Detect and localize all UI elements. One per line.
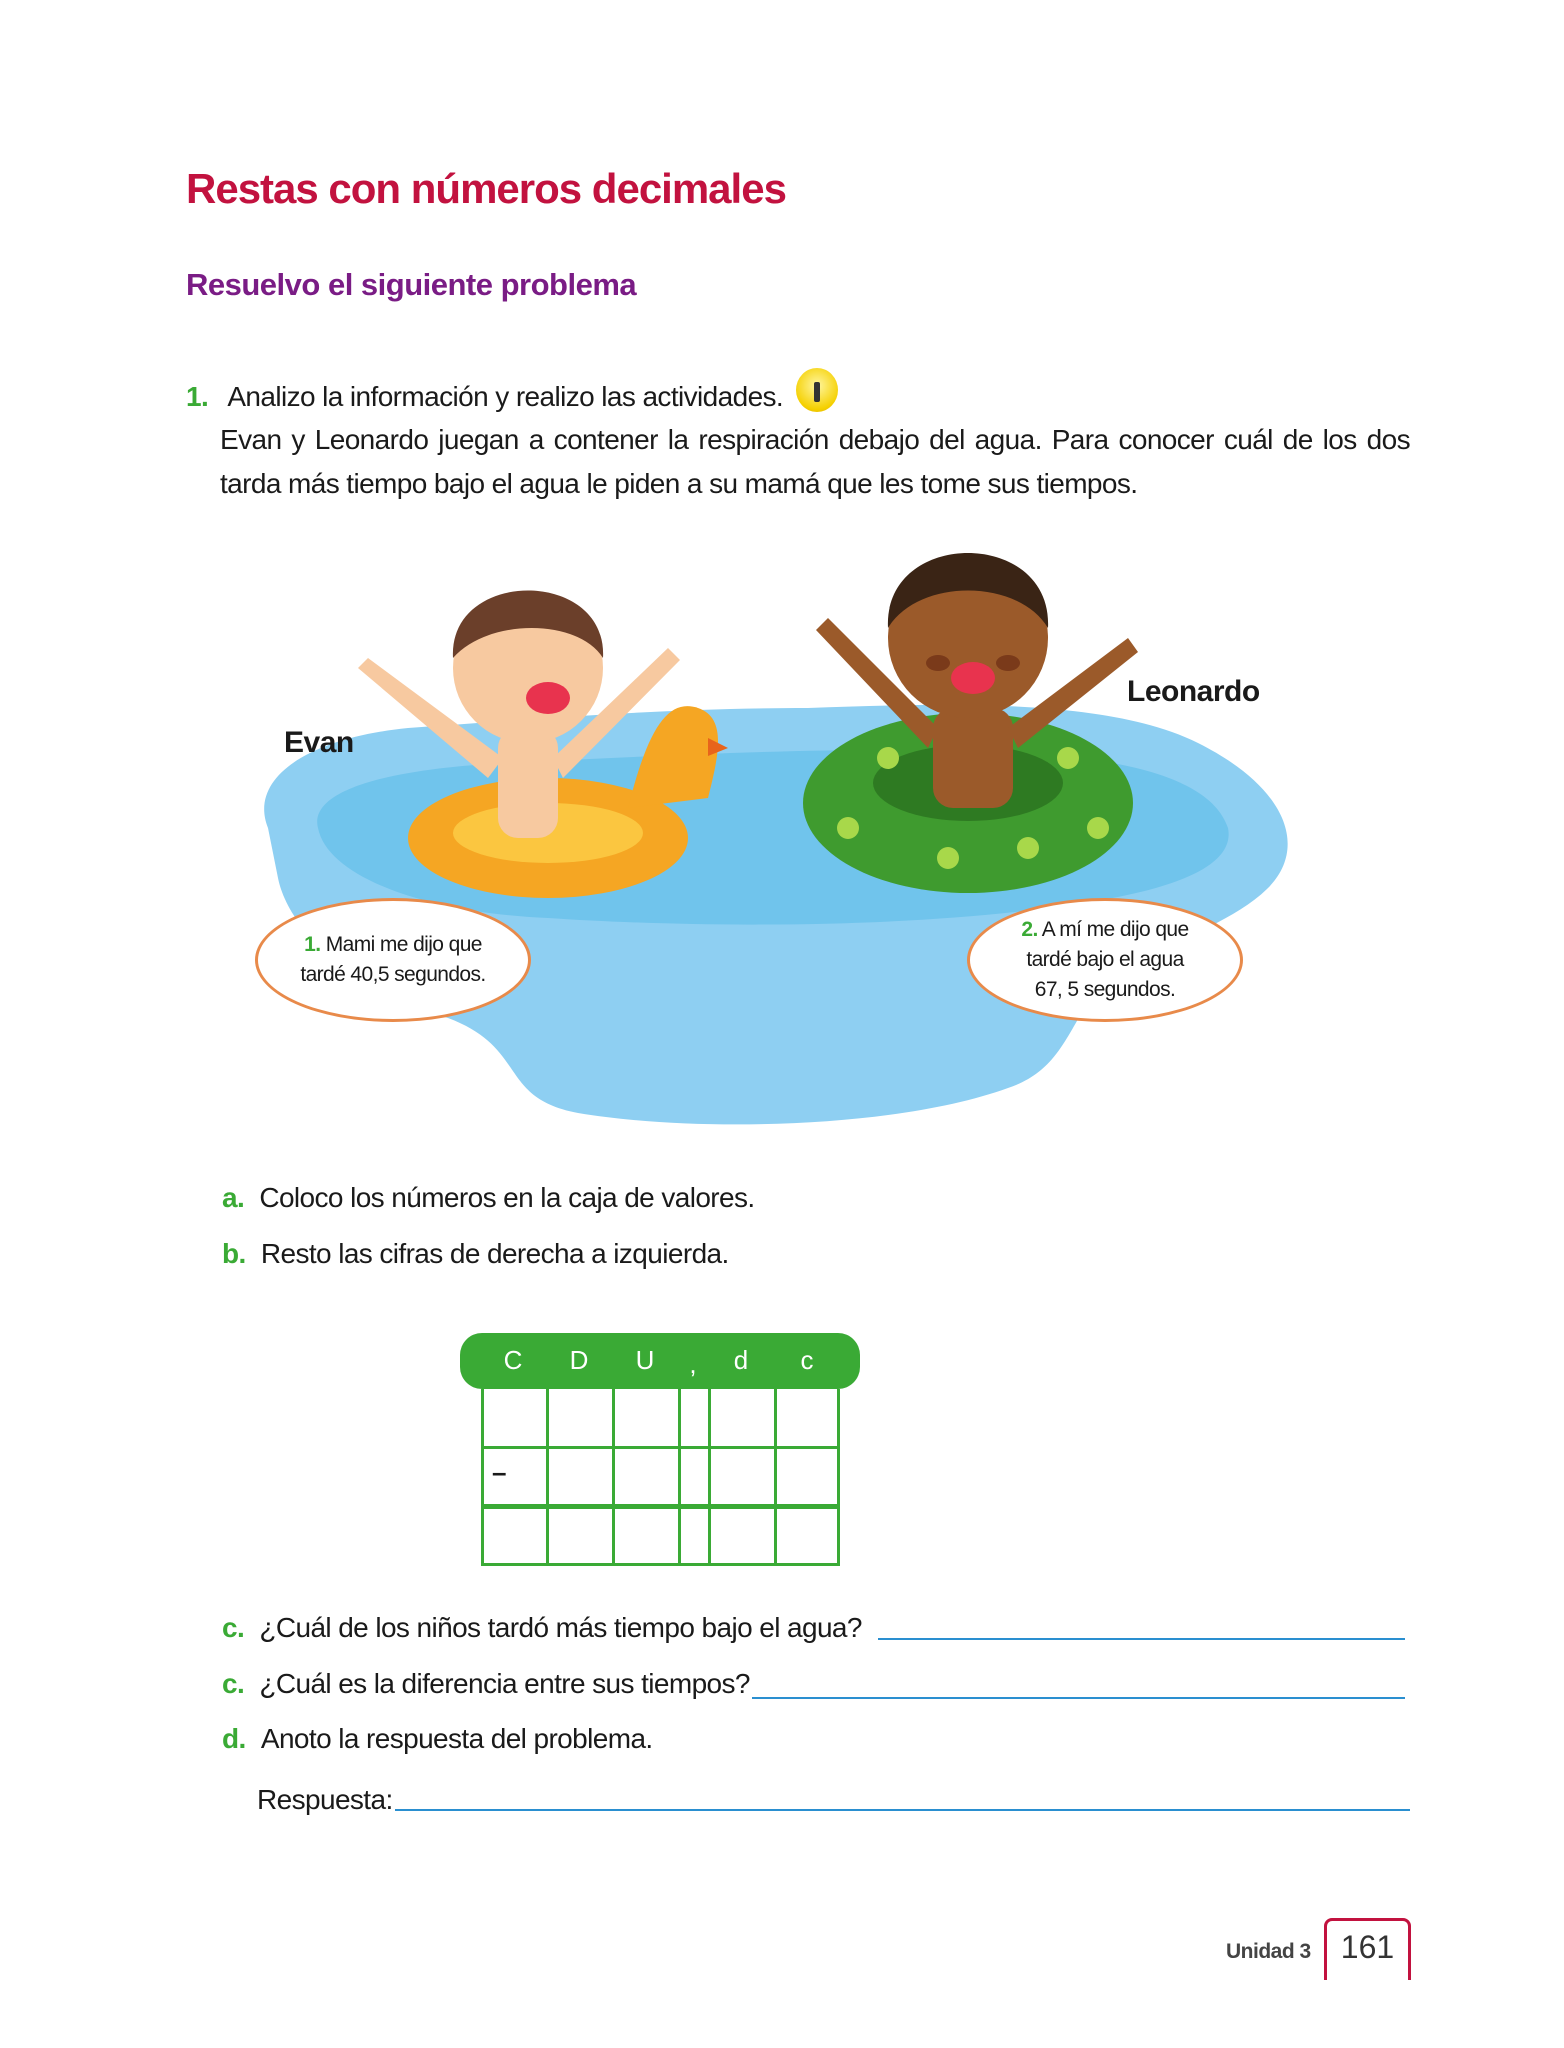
answer-line-c1[interactable]	[878, 1638, 1405, 1640]
question-c2	[222, 1668, 750, 1700]
step-label: b.	[222, 1238, 246, 1269]
header-d: d	[733, 1345, 749, 1375]
bubble-number: 1.	[304, 933, 321, 956]
bubble-text: A mí me dijo que tardé bajo el agua 67, 5 segundos.	[1026, 918, 1189, 1001]
place-value-grid[interactable]	[481, 1389, 840, 1566]
question-c1	[222, 1612, 862, 1644]
problem-paragraph: Evan y Leonardo juegan a contener la respiración debajo del agua. Para conocer cuál de los dos tarda más tiempo bajo el agua le piden a su mamá que les tome sus tiempos.	[220, 424, 1410, 499]
answer-label: Respuesta:	[257, 1784, 393, 1815]
step-text: Resto las cifras de derecha a izquierda.	[260, 1238, 729, 1269]
question-label: c.	[222, 1612, 245, 1643]
step-label: a.	[222, 1182, 245, 1213]
header-C: C	[503, 1345, 523, 1375]
unit-label: Unidad 3	[1226, 1940, 1311, 1963]
leonardo-label: Leonardo	[1127, 675, 1260, 708]
question-text: ¿Cuál es la diferencia entre sus tiempos?	[259, 1668, 750, 1699]
activity-instruction	[186, 368, 838, 413]
question-text: ¿Cuál de los niños tardó más tiempo bajo el agua?	[259, 1612, 862, 1643]
section-subtitle: Resuelvo el siguiente problema	[186, 267, 637, 302]
step-text: Coloco los números en la caja de valores.	[259, 1182, 755, 1213]
page-number: 161	[1324, 1918, 1411, 1980]
minus-sign: –	[492, 1457, 507, 1487]
pool-illustration	[248, 528, 1318, 1143]
instruction-text: Analizo la información y realizo las actividades.	[227, 381, 784, 412]
header-U: U	[635, 1345, 655, 1375]
page-title: Restas con números decimales	[186, 165, 786, 212]
activity-number: 1.	[186, 381, 209, 412]
header-D: D	[569, 1345, 589, 1375]
lightbulb-icon	[796, 368, 838, 412]
question-label: d.	[222, 1723, 246, 1754]
bubble-text: Mami me dijo que tardé 40,5 segundos.	[300, 933, 486, 986]
bubble-number: 2.	[1021, 918, 1038, 941]
answer-line-final[interactable]	[395, 1809, 1410, 1811]
question-text: Anoto la respuesta del problema.	[260, 1723, 653, 1754]
speech-bubble-leonardo	[967, 898, 1243, 1022]
place-value-header	[460, 1333, 860, 1389]
evan-label: Evan	[284, 726, 354, 759]
question-d	[222, 1723, 653, 1755]
header-comma: ,	[689, 1349, 697, 1379]
question-label: c.	[222, 1668, 245, 1699]
answer-line-c2[interactable]	[752, 1697, 1405, 1699]
step-a	[222, 1182, 755, 1214]
step-b	[222, 1238, 729, 1270]
speech-bubble-evan	[255, 898, 531, 1022]
header-c: c	[800, 1345, 814, 1375]
